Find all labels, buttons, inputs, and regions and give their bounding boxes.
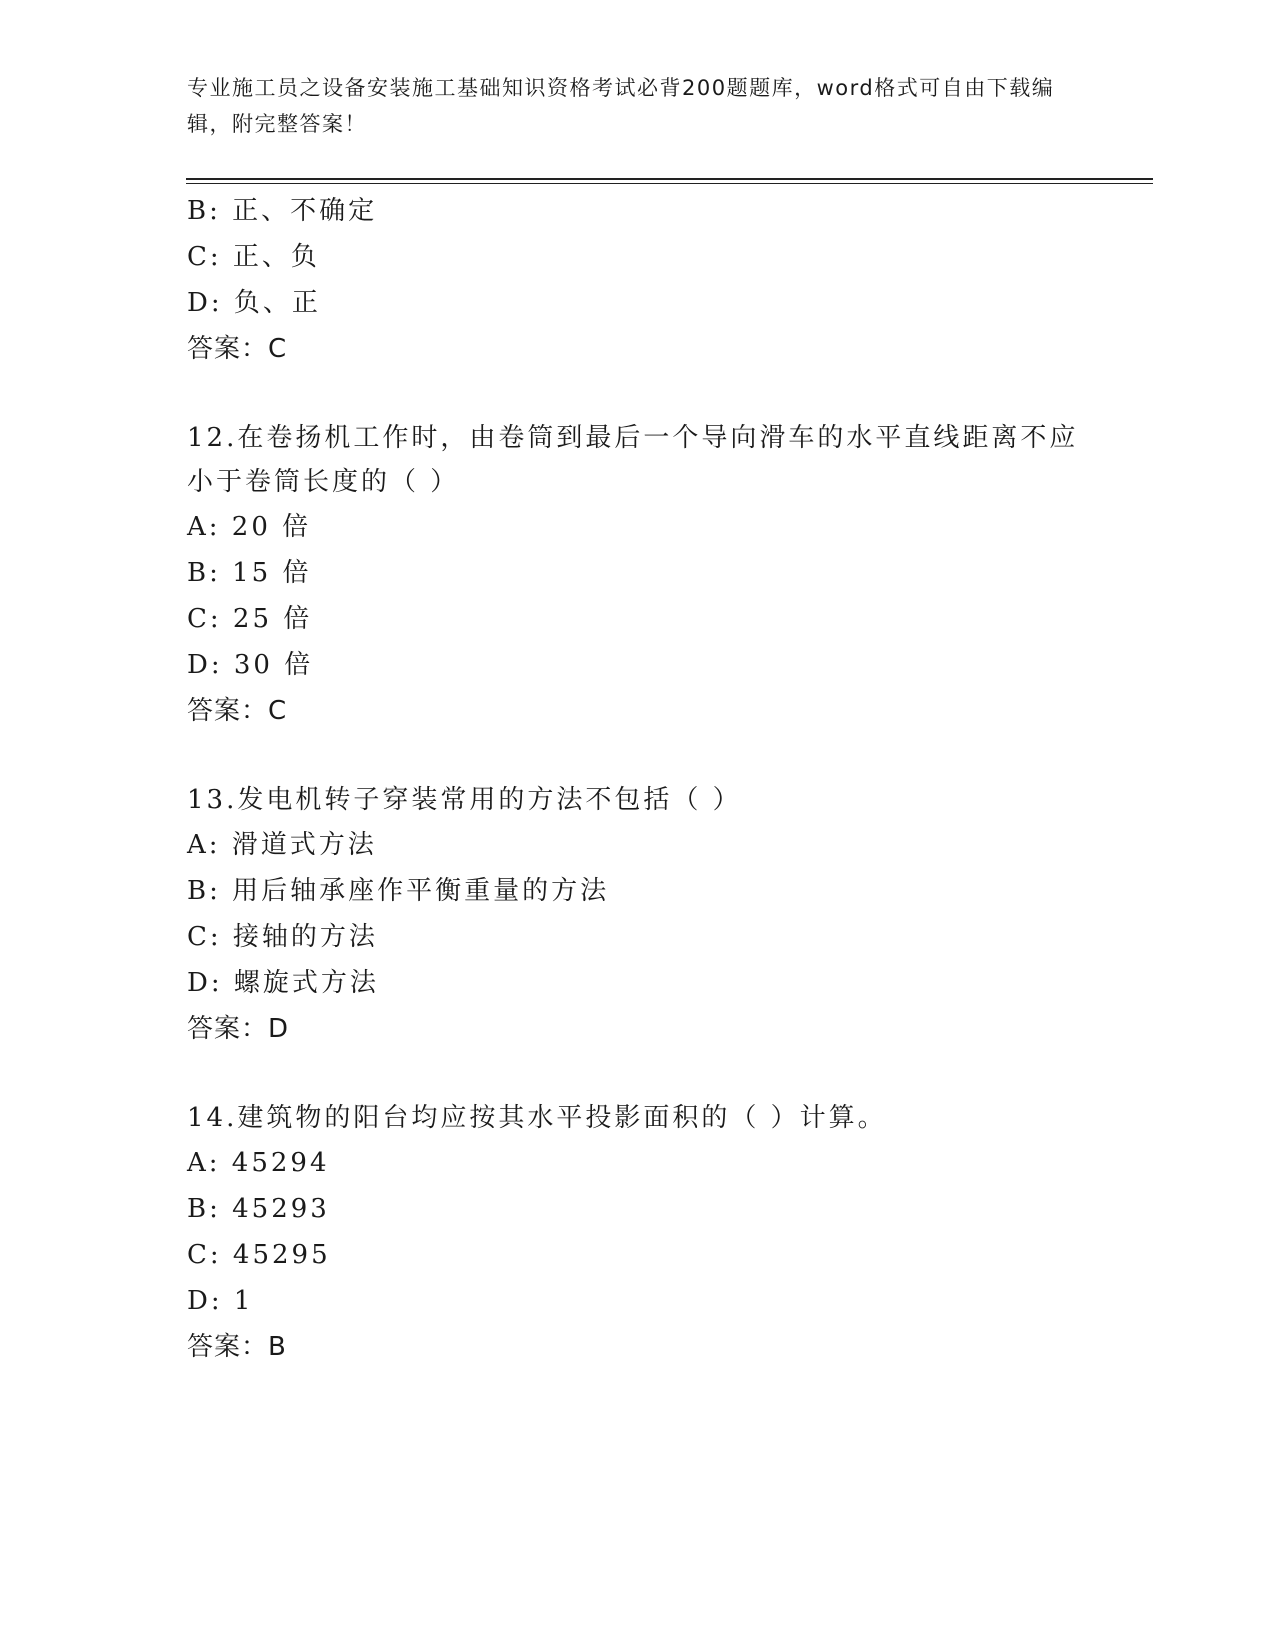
option-d: D: 螺旋式方法 <box>187 968 379 998</box>
header-divider-thick <box>186 178 1153 180</box>
question-stem-line: 14.建筑物的阳台均应按其水平投影面积的（ ）计算。 <box>187 1103 887 1133</box>
option-b: B: 15 倍 <box>187 558 312 588</box>
question-spacer <box>187 372 1087 416</box>
question-spacer <box>187 1052 1087 1096</box>
answer-line: 答案：B <box>187 1332 287 1362</box>
question-stem-line: 13.发电机转子穿装常用的方法不包括（ ） <box>187 785 742 815</box>
option-c: C: 25 倍 <box>187 604 313 634</box>
option-a: A: 20 倍 <box>187 512 312 542</box>
option-c: C: 接轴的方法 <box>187 922 378 952</box>
question-stem-line: 12.在卷扬机工作时，由卷筒到最后一个导向滑车的水平直线距离不应 <box>187 423 1079 453</box>
option-c: C: 45295 <box>187 1240 331 1270</box>
header-divider-thin <box>186 183 1153 184</box>
question-block-13 <box>187 778 1087 1052</box>
answer-line: 答案：C <box>187 334 288 364</box>
question-stem-line: 小于卷筒长度的（ ） <box>187 467 460 497</box>
option-a: A: 45294 <box>187 1148 330 1178</box>
question-list <box>187 188 1087 1370</box>
answer-line: 答案：C <box>187 696 288 726</box>
document-header: 专业施工员之设备安装施工基础知识资格考试必背200题题库，word格式可自由下载编辑，附完整答案！ <box>187 76 1055 136</box>
question-block-prev <box>187 188 1087 372</box>
option-b: B: 45293 <box>187 1194 330 1224</box>
option-d: D: 负、正 <box>187 288 321 318</box>
question-spacer <box>187 734 1087 778</box>
option-b: B: 正、不确定 <box>187 196 378 226</box>
answer-line: 答案：D <box>187 1014 290 1044</box>
option-d: D: 30 倍 <box>187 650 314 680</box>
option-c: C: 正、负 <box>187 242 320 272</box>
option-d: D: 1 <box>187 1286 254 1316</box>
question-block-14 <box>187 1096 1087 1370</box>
option-b: B: 用后轴承座作平衡重量的方法 <box>187 876 610 906</box>
question-block-12 <box>187 416 1087 734</box>
option-a: A: 滑道式方法 <box>187 830 377 860</box>
